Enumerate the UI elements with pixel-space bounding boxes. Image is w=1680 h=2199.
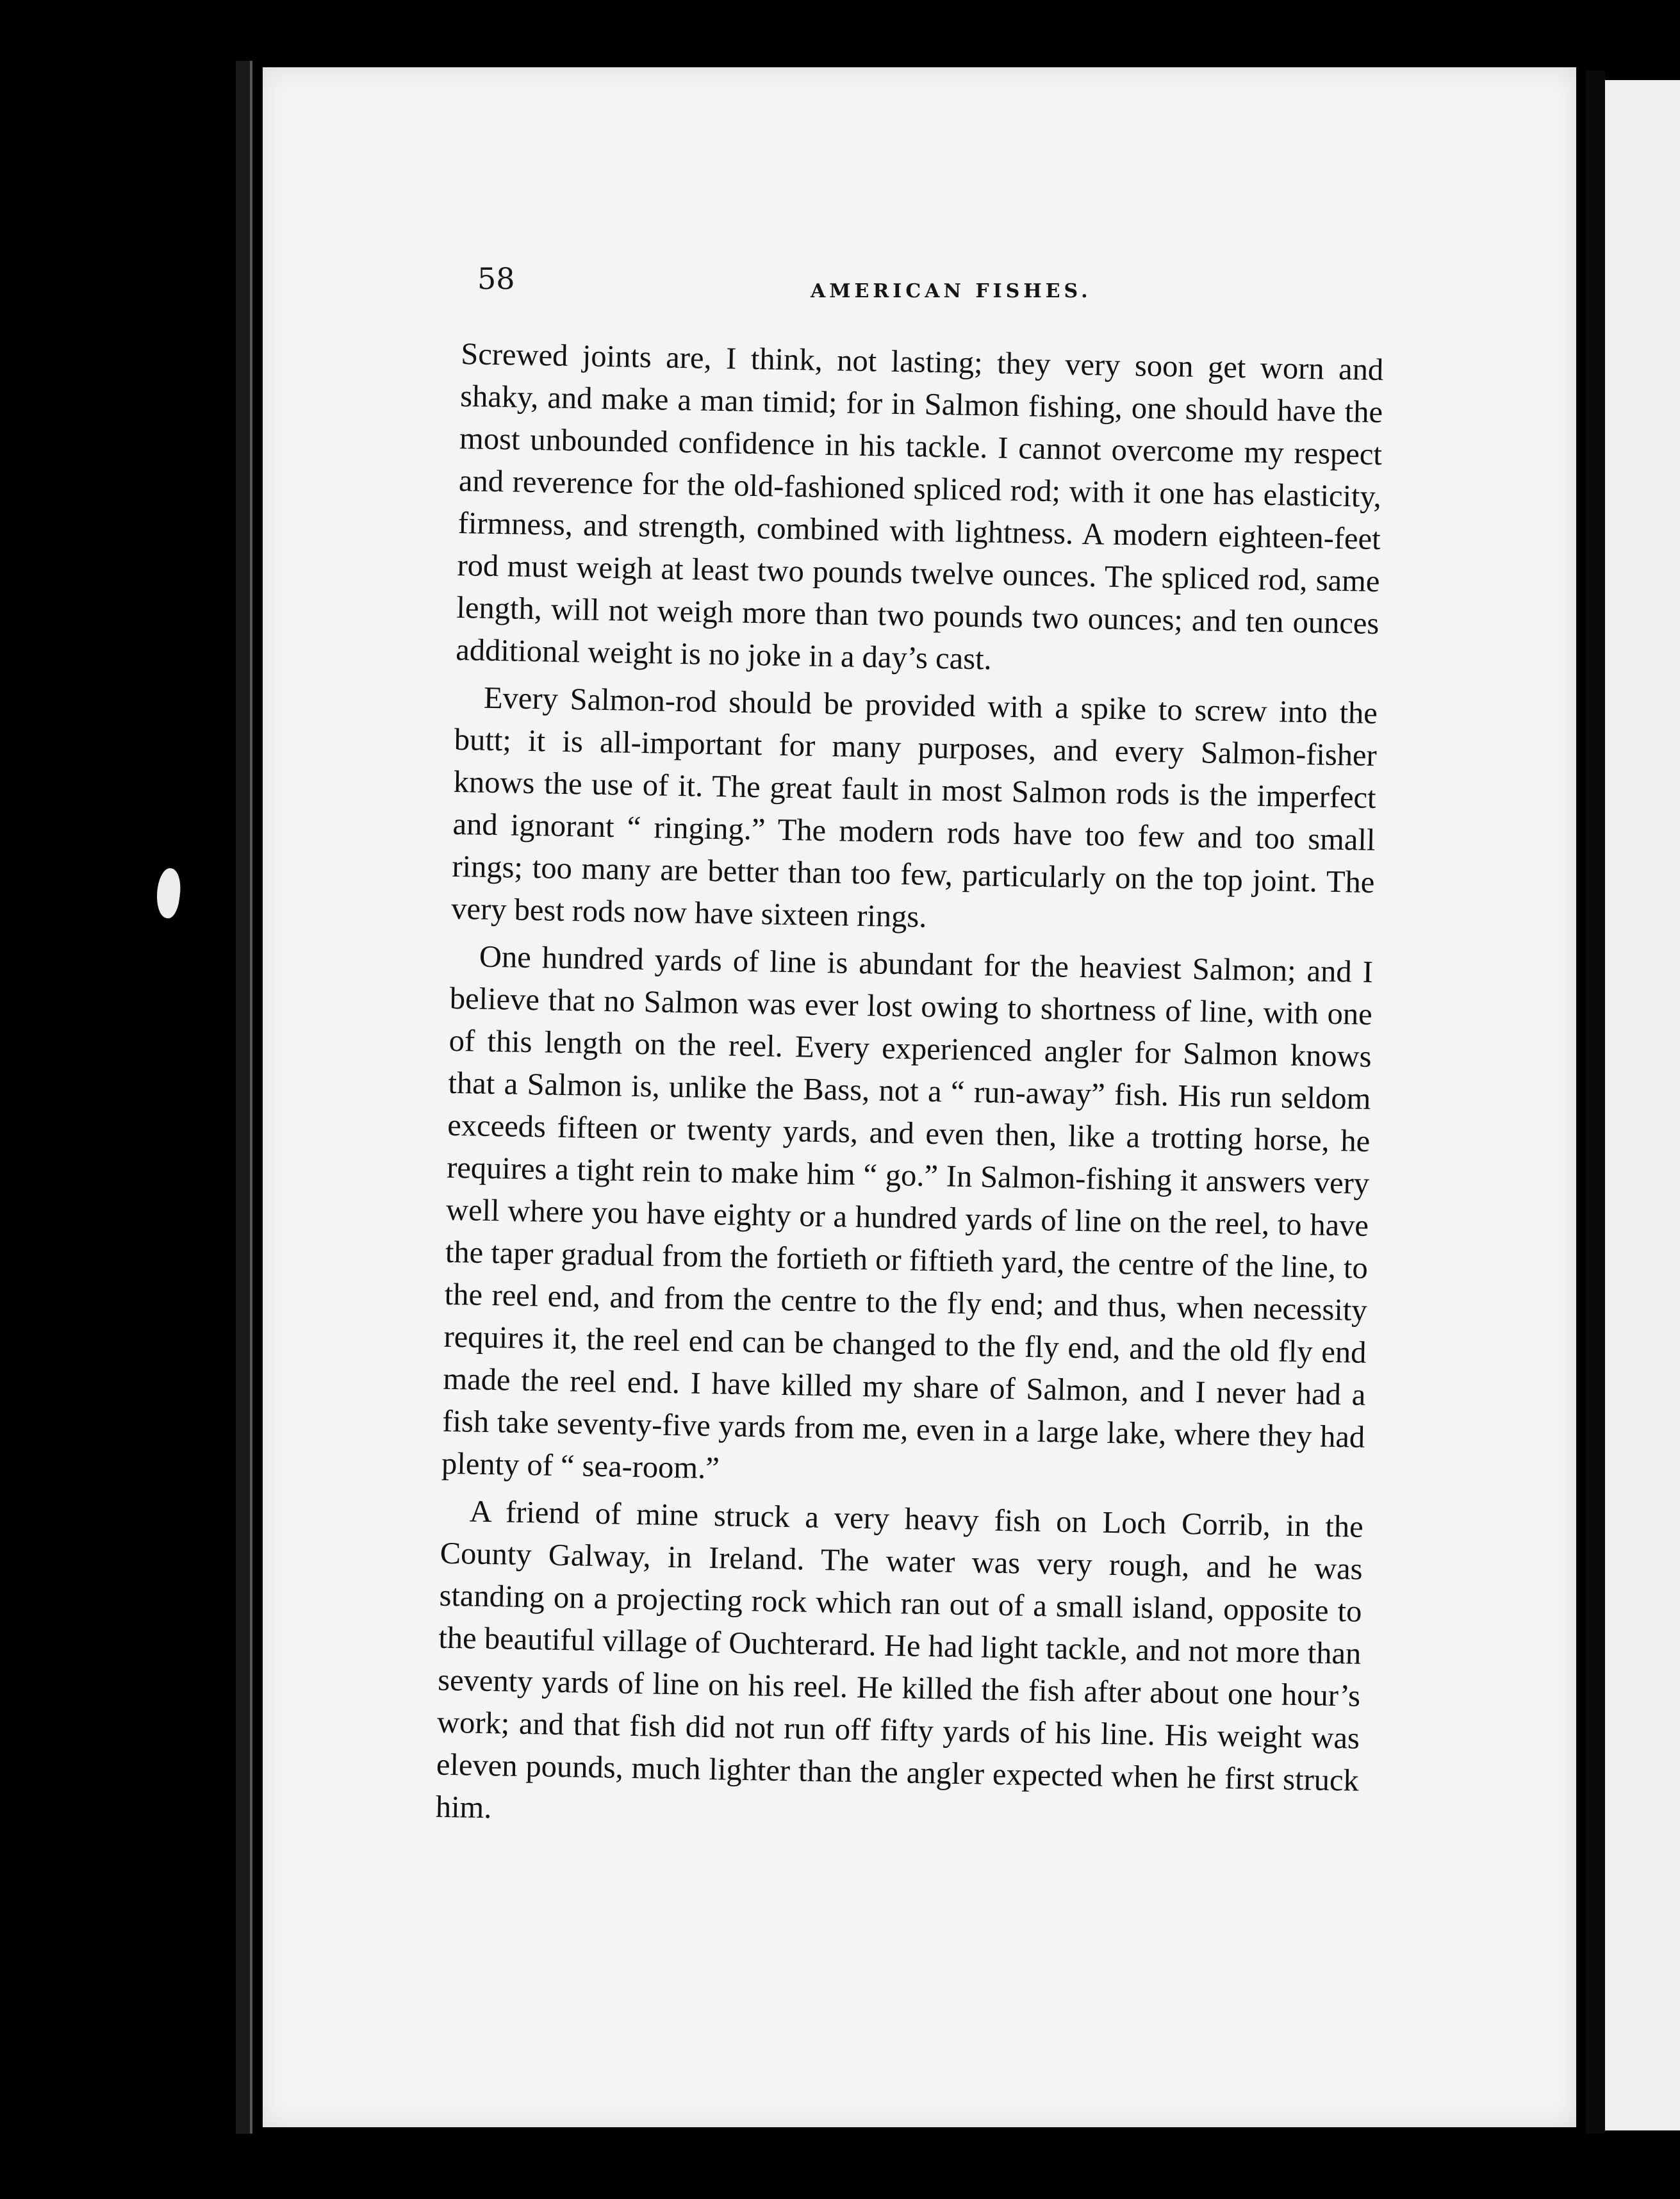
page-number: 58 [477, 261, 515, 296]
body-text [435, 333, 1384, 1850]
page-header [477, 259, 1406, 311]
paragraph: Every Salmon-rod should be provided with a spike to screw into the butt; it is all-important for many purposes, and every Salmon-fisher knows the use of it. The great fault in most Salmon rods is the imperfect and ignorant “ ringing.” The modern rods have too few and too small rings; too many are better than too few, particularly on the top joint. The very best rods now have sixteen rings. [450, 680, 1378, 934]
page-gutter [1586, 70, 1605, 2134]
running-head: AMERICAN FISHES. [811, 280, 1092, 302]
scan-blemish [154, 867, 184, 919]
paragraph: One hundred yards of line is abundant for the heaviest Salmon; and I believe that no Salmon was ever lost owing to shortness of line, with one of this length on the reel. Every experienced angler for Salmon knows that a Salmon is, unlike the Bass, not a “ run-away” fish. His run seldom exceeds fifteen or twenty yards, and even then, like a trotting horse, he requires a tight rein to make him “ go.” In Salmon-fishing it answers very well where you have eighty or a hundred yards of line on the reel, to have the taper gradual from the fortieth or fiftieth yard, the centre of the line, to the reel end, and from the centre to the fly end; and thus, when necessity requires it, the reel end can be changed to the fly end, and the old fly end made the reel end. I have killed my share of Salmon, and I never had a fish take seventy-five yards from me, even in a large lake, where they had plenty of “ sea-room.” [441, 939, 1374, 1486]
paragraph: A friend of mine struck a very heavy fish on Loch Corrib, in the County Galway, in Ireland. The water was very rough, and he was standing on a projecting rock which ran out of a small island, opposite to the beautiful village of Ouchterard. He had light tackle, and not more than seventy yards of line on his reel. He killed the fish after about one hour’s work; and that fish did not run off fifty yards of his line. His weight was eleven pounds, much lighter than the angler expected when he first struck him. [435, 1494, 1364, 1825]
paragraph: Screwed joints are, I think, not lasting; they very soon get worn and shaky, and make a man timid; for in Salmon fishing, one should have the most unbounded confidence in his tackle. I cannot overcome my respect and reverence for the old-fashioned spliced rod; with it one has elasticity, firmness, and strength, combined with lightness. A modern eighteen-feet rod must weigh at least two pounds twelve ounces. The spliced rod, same length, will not weigh more than two pounds two ounces; and ten ounces additional weight is no joke in a day’s cast. [455, 336, 1384, 677]
book-spine-edge [236, 61, 252, 2134]
facing-page-edge [1605, 80, 1680, 2130]
